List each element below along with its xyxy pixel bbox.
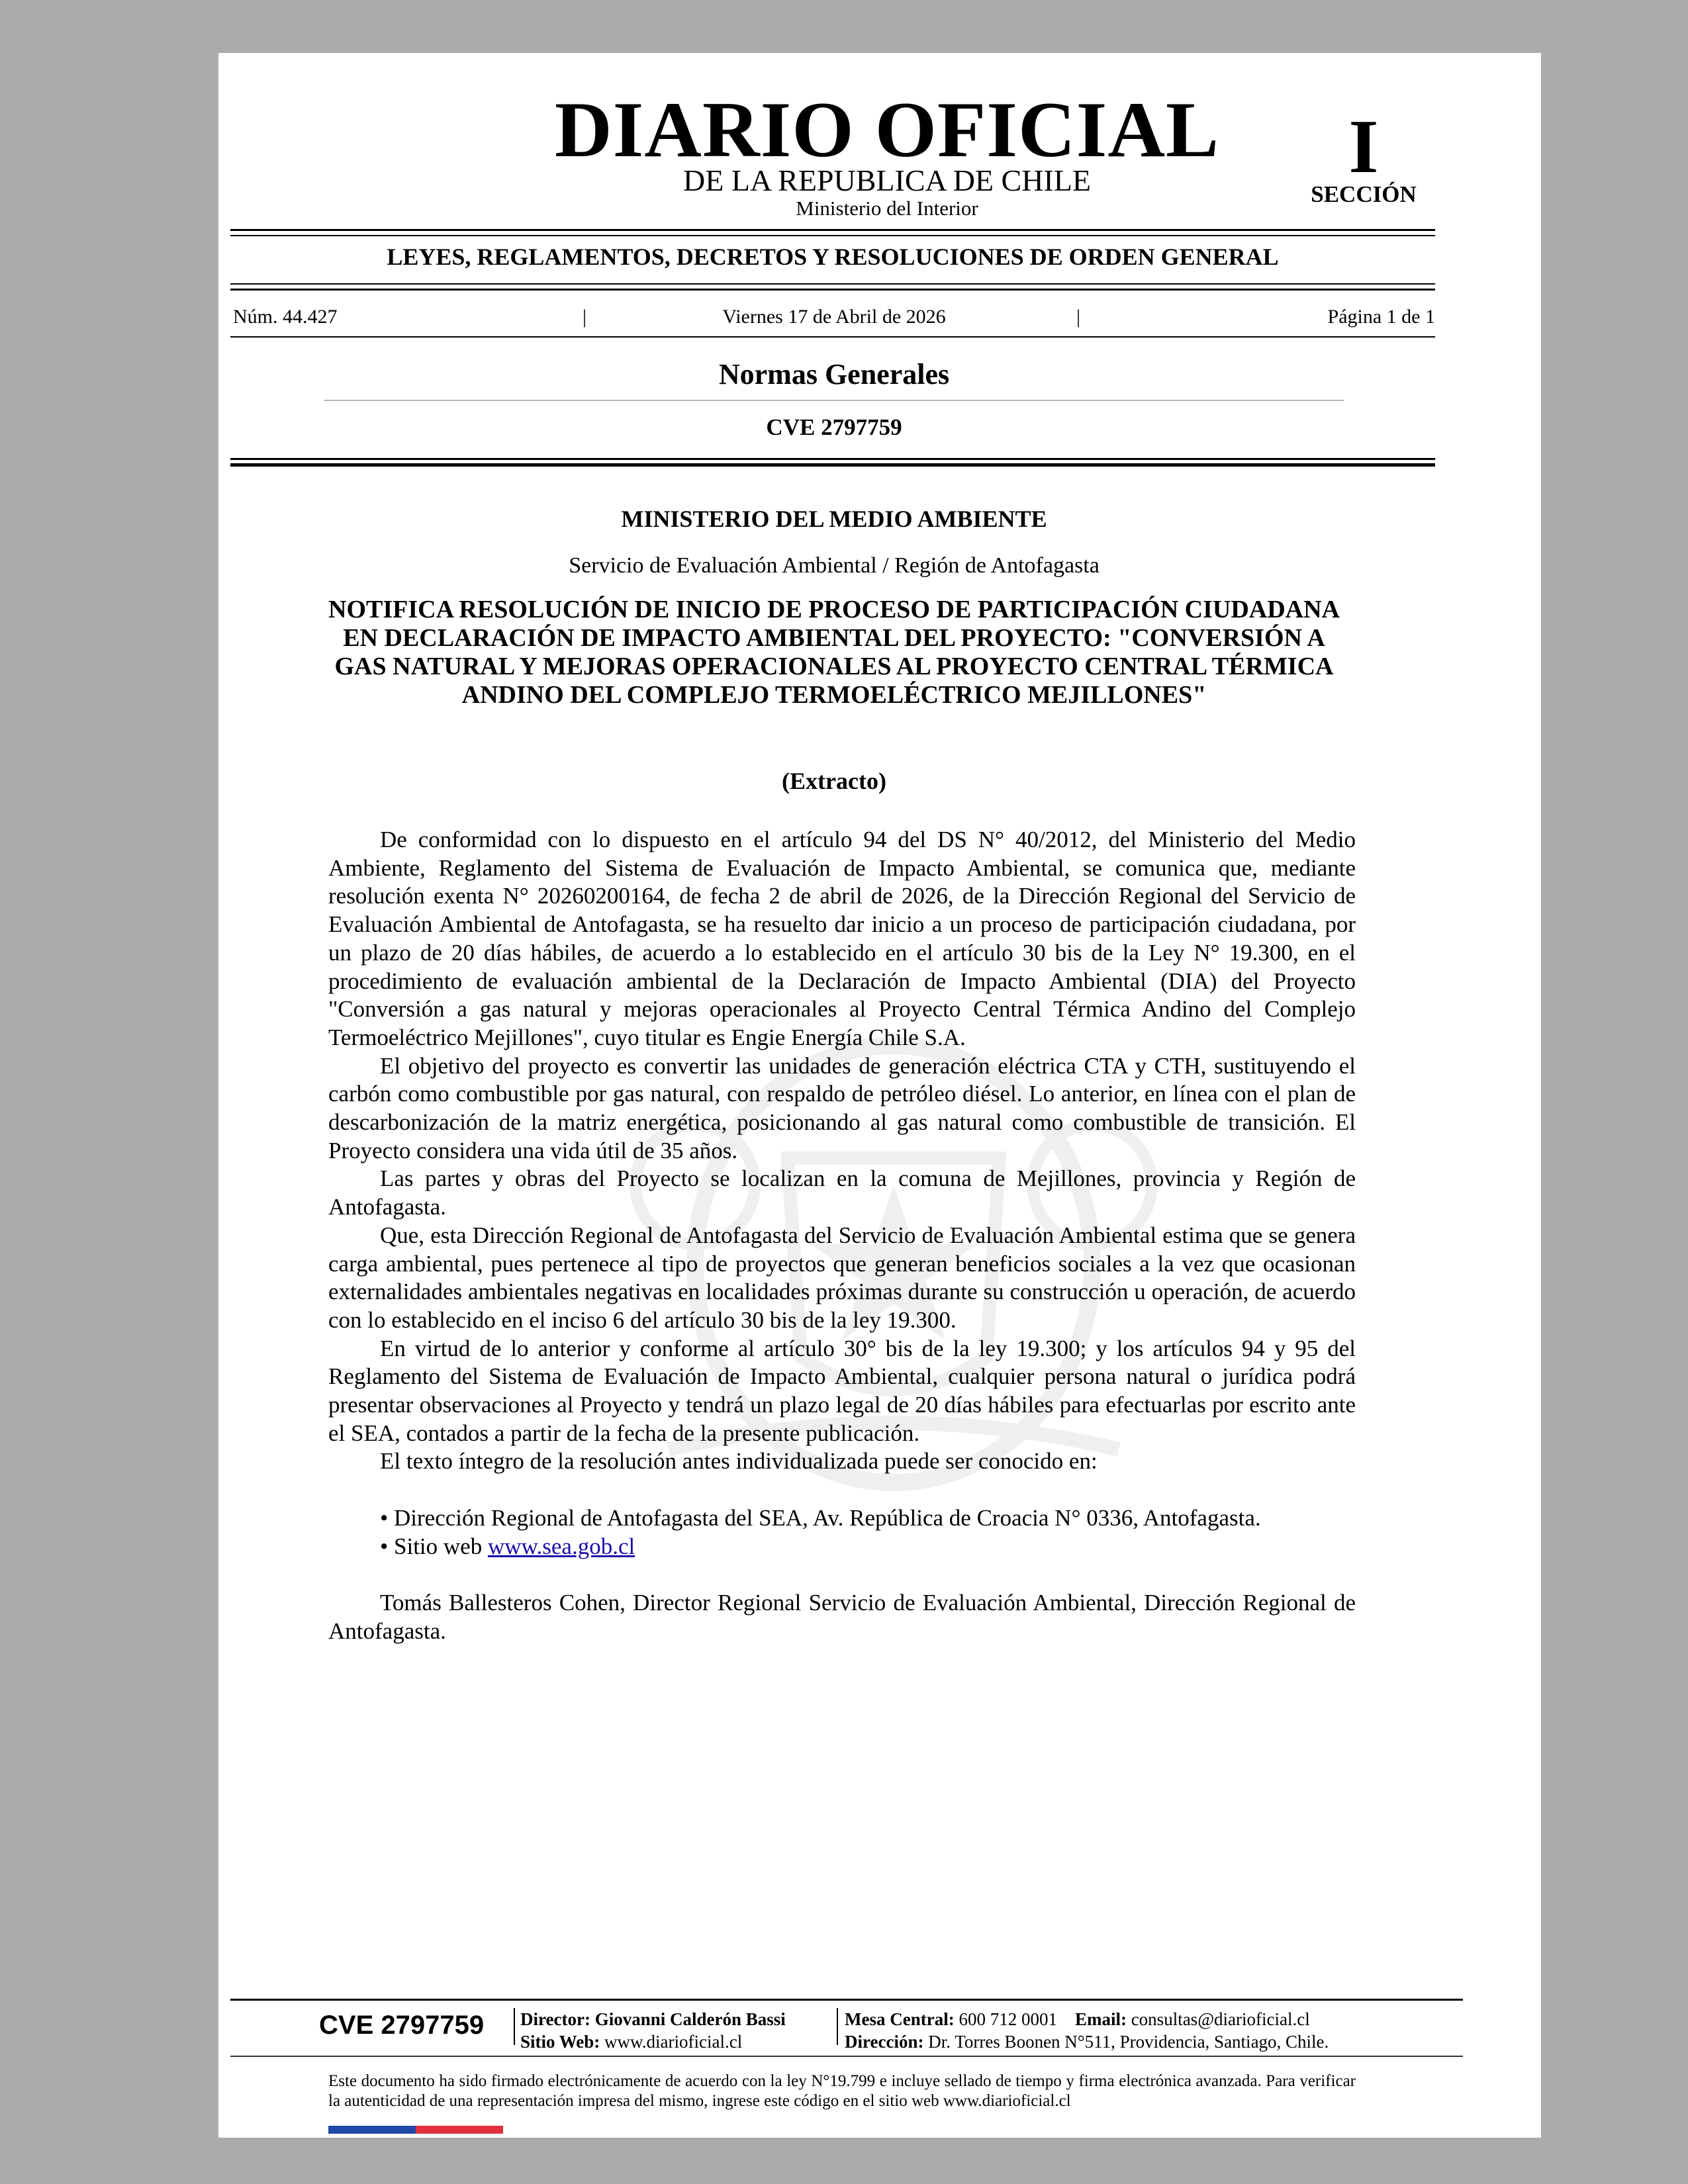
- section-label: SECCIÓN: [1311, 181, 1417, 207]
- signature: Tomás Ballesteros Cohen, Director Regional Servicio de Evaluación Ambiental, Dirección Regional de Antofagasta.: [328, 1589, 1356, 1644]
- address-label: Dirección:: [845, 2032, 924, 2052]
- address-value: Dr. Torres Boonen N°511, Providencia, Santiago, Chile.: [928, 2032, 1329, 2052]
- issue-rule: [230, 336, 1435, 338]
- bullet-website-prefix: • Sitio web: [380, 1533, 488, 1559]
- band-rule-1: [230, 283, 1435, 285]
- masthead-rule-top-2: [230, 235, 1435, 236]
- footer-divider-1: [514, 2008, 515, 2045]
- section-number: I: [1348, 105, 1379, 189]
- body-paragraph-2: El objetivo del proyecto es convertir las unidades de generación eléctrica CTA y CTH, sustituyendo el carbón como combustible por gas natural, con respaldo de petróleo diésel. Lo anterior, en línea con el plan de descarbonización de la matriz energética, posicionando al gas natural como combustible de transición. El Proyecto considera una vida útil de 35 años.: [328, 1052, 1356, 1163]
- flag-stripe-red: [416, 2126, 503, 2134]
- footer-contact-block: [845, 2008, 1329, 2053]
- phone-value: 600 712 0001: [959, 2009, 1057, 2029]
- section-band: LEYES, REGLAMENTOS, DECRETOS Y RESOLUCIONES DE ORDEN GENERAL: [387, 244, 1279, 270]
- band-rule-2: [230, 289, 1435, 291]
- category-title: Normas Generales: [718, 358, 950, 390]
- masthead-title: DIARIO OFICIAL: [554, 85, 1220, 173]
- notice-ministry: MINISTERIO DEL MEDIO AMBIENTE: [621, 506, 1047, 532]
- masthead-subtitle: DE LA REPUBLICA DE CHILE: [683, 163, 1091, 197]
- body-paragraph-6: El texto íntegro de la resolución antes individualizada puede ser conocido en:: [380, 1448, 1098, 1475]
- notice-service: Servicio de Evaluación Ambiental / Región de Antofagasta: [569, 553, 1100, 578]
- website-value: www.diarioficial.cl: [604, 2032, 743, 2052]
- footer-rule-top: [230, 1999, 1463, 2001]
- category-rule: [324, 400, 1344, 401]
- sea-website-link[interactable]: www.sea.gob.cl: [487, 1533, 635, 1559]
- director-value: Giovanni Calderón Bassi: [594, 2009, 786, 2029]
- notice-body: [328, 826, 1356, 1645]
- issue-separator-1: |: [583, 306, 587, 328]
- email-value: consultas@diarioficial.cl: [1131, 2009, 1310, 2029]
- phone-label: Mesa Central:: [845, 2009, 955, 2029]
- bullet-office: • Dirección Regional de Antofagasta del SEA, Av. República de Croacia N° 0336, Antofagasta.: [380, 1504, 1261, 1531]
- masthead-rule-top: [230, 229, 1435, 231]
- flag-stripe-blue: [328, 2126, 416, 2134]
- body-paragraph-1: De conformidad con lo dispuesto en el artículo 94 del DS N° 40/2012, del Ministerio del Medio Ambiente, Reglamento del Sistema de Evaluación de Impacto Ambiental, se comunica que, mediante resolución exenta N° 20260200164, de fecha 2 de abril de 2026, de la Dirección Regional del Servicio de Evaluación Ambiental de Antofagasta, se ha resuelto dar inicio a un proceso de participación ciudadana, por un plazo de 20 días hábiles, de acuerdo a lo establecido en el artículo 30 bis de la Ley N° 19.300, en el procedimiento de evaluación ambiental de la Declaración de Impacto Ambiental (DIA) del Proyecto "Conversión a gas natural y mejoras operacionales al Proyecto Central Térmica Andino del Complejo Termoeléctrico Mejillones", cuyo titular es Engie Energía Chile S.A.: [328, 827, 1356, 1050]
- bullet-website: [328, 1533, 1356, 1561]
- header-rule-2: [230, 463, 1435, 467]
- issue-separator-2: |: [1076, 306, 1081, 328]
- website-label: Sitio Web:: [520, 2032, 600, 2052]
- issue-number: Núm. 44.427: [233, 306, 338, 328]
- footer-director-block: [520, 2008, 786, 2053]
- issue-page: Página 1 de 1: [1327, 306, 1435, 328]
- document-page: [218, 53, 1541, 2138]
- cve-code: CVE 2797759: [766, 414, 902, 440]
- footer-rule-bottom: [230, 2056, 1463, 2057]
- body-paragraph-4: Que, esta Dirección Regional de Antofagasta del Servicio de Evaluación Ambiental estima que se genera carga ambiental, pues pertenece al tipo de proyectos que generan beneficios sociales a la vez que ocasionan externalidades ambientales negativas en localidades próximas durante su construcción u operación, de acuerdo con lo establecido en el inciso 6 del artículo 30 bis de la ley 19.300.: [328, 1222, 1356, 1333]
- email-label: Email:: [1074, 2009, 1127, 2029]
- issue-date: Viernes 17 de Abril de 2026: [722, 306, 946, 328]
- footer-divider-2: [837, 2008, 838, 2045]
- director-label: Director:: [520, 2009, 590, 2029]
- notice-title: NOTIFICA RESOLUCIÓN DE INICIO DE PROCESO DE PARTICIPACIÓN CIUDADANA EN DECLARACIÓN DE IMPACTO AMBIENTAL DEL PROYECTO: "CONVERSIÓN A GAS NATURAL Y MEJORAS OPERACIONALES AL PROYECTO CENTRAL TÉRMICA ANDINO DEL COMPLEJO TERMOELÉCTRICO MEJILLONES": [328, 596, 1340, 709]
- extract-label: (Extracto): [782, 768, 886, 794]
- footer-cve: CVE 2797759: [319, 2011, 485, 2040]
- footer-disclaimer: Este documento ha sido firmado electrónicamente de acuerdo con la ley N°19.799 e incluye sellado de tiempo y firma electrónica avanzada. Para verificar la autenticidad de una representación impresa del mismo, ingrese este código en el sitio web www.diarioficial.cl: [328, 2072, 1356, 2110]
- header-rule-1: [230, 458, 1435, 460]
- masthead-ministry: Ministerio del Interior: [796, 197, 978, 220]
- body-paragraph-3: Las partes y obras del Proyecto se localizan en la comuna de Mejillones, provincia y Región de Antofagasta.: [328, 1165, 1356, 1220]
- body-paragraph-5: En virtud de lo anterior y conforme al artículo 30° bis de la ley 19.300; y los artículos 94 y 95 del Reglamento del Sistema de Evaluación de Impacto Ambiental, cualquier persona natural o jurídica podrá presentar observaciones al Proyecto y tendrá un plazo legal de 20 días hábiles para efectuarlas por escrito ante el SEA, contados a partir de la fecha de la presente publicación.: [328, 1335, 1356, 1446]
